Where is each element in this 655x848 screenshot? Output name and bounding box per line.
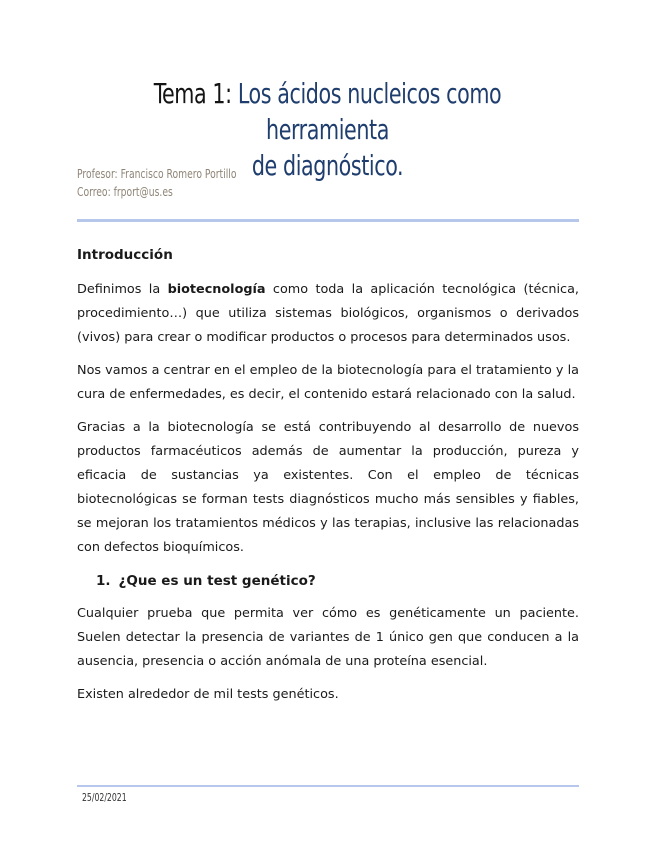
section-heading-test-genetico bbox=[77, 569, 579, 593]
footer-date: 25/02/2021 bbox=[82, 792, 127, 804]
email-line: Correo: frport@us.es bbox=[77, 184, 173, 199]
paragraph-definition-start: Definimos la bbox=[77, 282, 168, 297]
keyword-biotecnologia: biotecnología bbox=[167, 282, 266, 297]
title-prefix: Tema 1: bbox=[153, 77, 238, 110]
paragraph-test-count: Existen alrededor de mil tests genéticos. bbox=[77, 687, 339, 702]
title-line-1: Los ácidos nucleicos como herramienta bbox=[237, 77, 502, 146]
paragraph-definition-rest: como toda la aplicación tecnológica (técnica, procedimiento…) que utiliza sistemas biológicos, organismos o derivados (vivos) para crear o modificar productos o procesos para determinados usos. bbox=[77, 282, 579, 345]
section-heading-introduccion: Introducción bbox=[77, 247, 173, 263]
document-body bbox=[77, 243, 579, 716]
professor-line: Profesor: Francisco Romero Portillo bbox=[77, 166, 237, 181]
paragraph-health-focus: Nos vamos a centrar en el empleo de la biotecnología para el tratamiento y la cura de enfermedades, es decir, el contenido estará relacionado con la salud. bbox=[77, 363, 579, 402]
paragraph-test-definition: Cualquier prueba que permita ver cómo es genéticamente un paciente. Suelen detectar la presencia de variantes de 1 único gen que conducen a la ausencia, presencia o acción anómala de una proteína esencial. bbox=[77, 606, 579, 669]
paragraph-definition bbox=[77, 278, 579, 350]
section-heading-text: ¿Que es un test genético? bbox=[118, 573, 316, 589]
header-divider bbox=[77, 219, 579, 222]
paragraph-benefits: Gracias a la biotecnología se está contribuyendo al desarrollo de nuevos productos farmacéuticos además de aumentar la producción, pureza y eficacia de sustancias ya existentes. Con el empleo de técnicas biotecnológicas se forman tests diagnósticos mucho más sensibles y fiables, se mejoran los tratamientos médicos y las terapias, inclusive las relacionadas con defectos bioquímicos. bbox=[77, 420, 579, 555]
list-number: 1. bbox=[96, 573, 111, 589]
title-line-2: de diagnóstico. bbox=[251, 149, 404, 182]
footer-divider bbox=[77, 785, 579, 787]
